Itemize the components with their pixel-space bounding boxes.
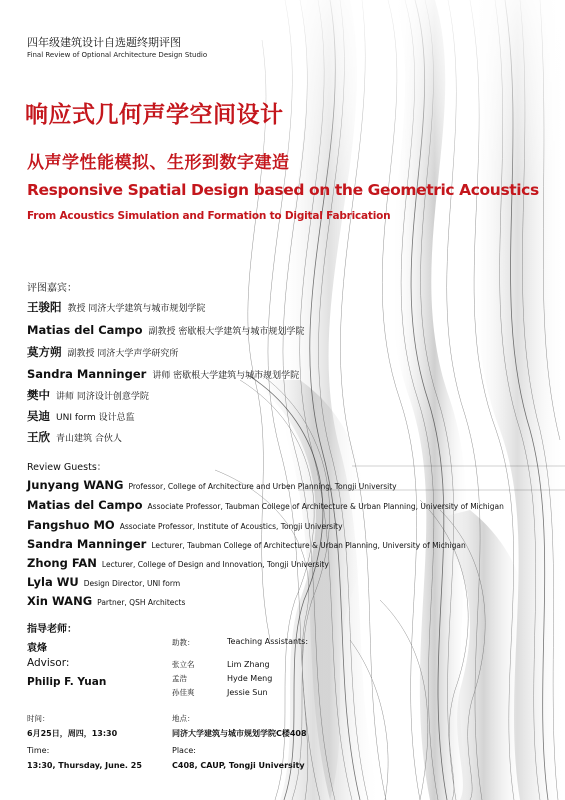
studio-title-cn: 四年级建筑设计自选题终期评图 — [27, 36, 181, 49]
review-guest-name: Fangshuo MO — [27, 518, 115, 532]
review-guest-role: Associate Professor, Taubman College of Architecture & Urban Planning, University of Michigan — [147, 502, 504, 511]
jury-cn-role: 副教授 同济大学声学研究所 — [67, 349, 179, 359]
jury-cn-role: 教授 同济大学建筑与城市规划学院 — [67, 304, 206, 314]
review-guest-role: Lecturer, Taubman College of Architecture & Urban Planning, University of Michigan — [151, 541, 466, 550]
jury-cn-role: 青山建筑 合伙人 — [56, 434, 122, 444]
review-guest-name: Xin WANG — [27, 594, 93, 608]
review-guest-name: Matias del Campo — [27, 498, 143, 512]
studio-title-en: Final Review of Optional Architecture Design Studio — [27, 51, 208, 59]
jury-cn-name: 王欣 — [27, 430, 50, 444]
assistant-name-cn: 张立名 — [172, 660, 195, 669]
jury-cn-item — [27, 341, 178, 360]
subtitle-cn: 从声学性能模拟、生形到数字建造 — [27, 153, 290, 173]
jury-cn-name: Sandra Manninger — [27, 367, 147, 381]
main-title-en: Responsive Spatial Design based on the Geometric Acoustics — [27, 181, 539, 199]
jury-cn-item — [27, 384, 149, 403]
review-guest-item — [27, 494, 504, 513]
review-guest-item — [27, 474, 397, 493]
assistant-name-en: Hyde Meng — [227, 674, 273, 683]
jury-cn-item — [27, 296, 205, 315]
advisor-name-cn: 袁烽 — [27, 643, 47, 654]
review-guest-role: Partner, QSH Architects — [97, 598, 186, 607]
place-value-cn: 同济大学建筑与城市规划学院C楼408 — [172, 729, 307, 738]
time-heading-en: Time: — [27, 746, 50, 755]
jury-cn-name: 吴迪 — [27, 409, 50, 423]
review-guest-name: Zhong FAN — [27, 556, 97, 570]
jury-cn-name: 樊中 — [27, 388, 50, 402]
review-guest-name: Sandra Manninger — [27, 537, 147, 551]
jury-cn-role: 讲师 同济设计创意学院 — [56, 392, 149, 402]
time-heading-cn: 时间： — [27, 714, 50, 723]
time-value-cn: 6月25日，周四，13:30 — [27, 729, 118, 738]
review-guest-item — [27, 590, 185, 609]
review-guest-role: Associate Professor, Institute of Acoustics, Tongji University — [119, 522, 343, 531]
jury-cn-role: 讲师 密歇根大学建筑与城市规划学院 — [152, 371, 300, 381]
assistant-name-cn: 孙佳爽 — [172, 688, 195, 697]
main-title-cn: 响应式几何声学空间设计 — [25, 102, 284, 128]
advisor-heading-cn: 指导老师： — [27, 624, 77, 635]
jury-cn-item — [27, 405, 135, 424]
jury-cn-name: 王骏阳 — [27, 300, 62, 314]
review-guest-role: Design Director, UNI form — [83, 579, 181, 588]
jury-cn-role: 副教授 密歇根大学建筑与城市规划学院 — [148, 327, 305, 337]
assistants-heading-cn: 助教： — [172, 638, 195, 647]
assistant-name-cn: 孟浩 — [172, 674, 187, 683]
advisor-heading-en: Advisor: — [27, 657, 70, 669]
jury-cn-name: Matias del Campo — [27, 323, 143, 337]
review-guests-heading: Review Guests： — [27, 462, 107, 473]
review-guest-name: Lyla WU — [27, 575, 79, 589]
subtitle-en: From Acoustics Simulation and Formation to Digital Fabrication — [27, 210, 391, 222]
jury-cn-item — [27, 426, 122, 445]
time-value-en: 13:30, Thursday, June. 25 — [27, 761, 142, 770]
review-guest-role: Lecturer, College of Design and Innovation, Tongji University — [101, 560, 329, 569]
jury-cn-name: 莫方朔 — [27, 345, 62, 359]
jury-cn-item — [27, 319, 304, 338]
jury-cn-heading: 评图嘉宾： — [27, 283, 77, 294]
advisor-name-en: Philip F. Yuan — [27, 676, 107, 688]
jury-cn-role: UNI form 设计总监 — [56, 413, 135, 423]
assistant-item — [172, 680, 268, 699]
place-heading-en: Place: — [172, 746, 196, 755]
assistant-name-en: Jessie Sun — [227, 688, 268, 697]
review-guest-item — [27, 571, 180, 590]
assistant-name-en: Lim Zhang — [227, 660, 270, 669]
place-heading-cn: 地点： — [172, 714, 195, 723]
review-guest-item — [27, 552, 329, 571]
review-guest-role: Professor, College of Architecture and Urben Planning, Tongji University — [128, 482, 397, 491]
review-guest-name: Junyang WANG — [27, 478, 124, 492]
place-value-en: C408, CAUP, Tongji University — [172, 761, 305, 770]
jury-cn-item — [27, 363, 299, 382]
review-guest-item — [27, 533, 466, 552]
review-guest-item — [27, 514, 343, 533]
assistants-heading-en: Teaching Assistants: — [227, 637, 309, 646]
